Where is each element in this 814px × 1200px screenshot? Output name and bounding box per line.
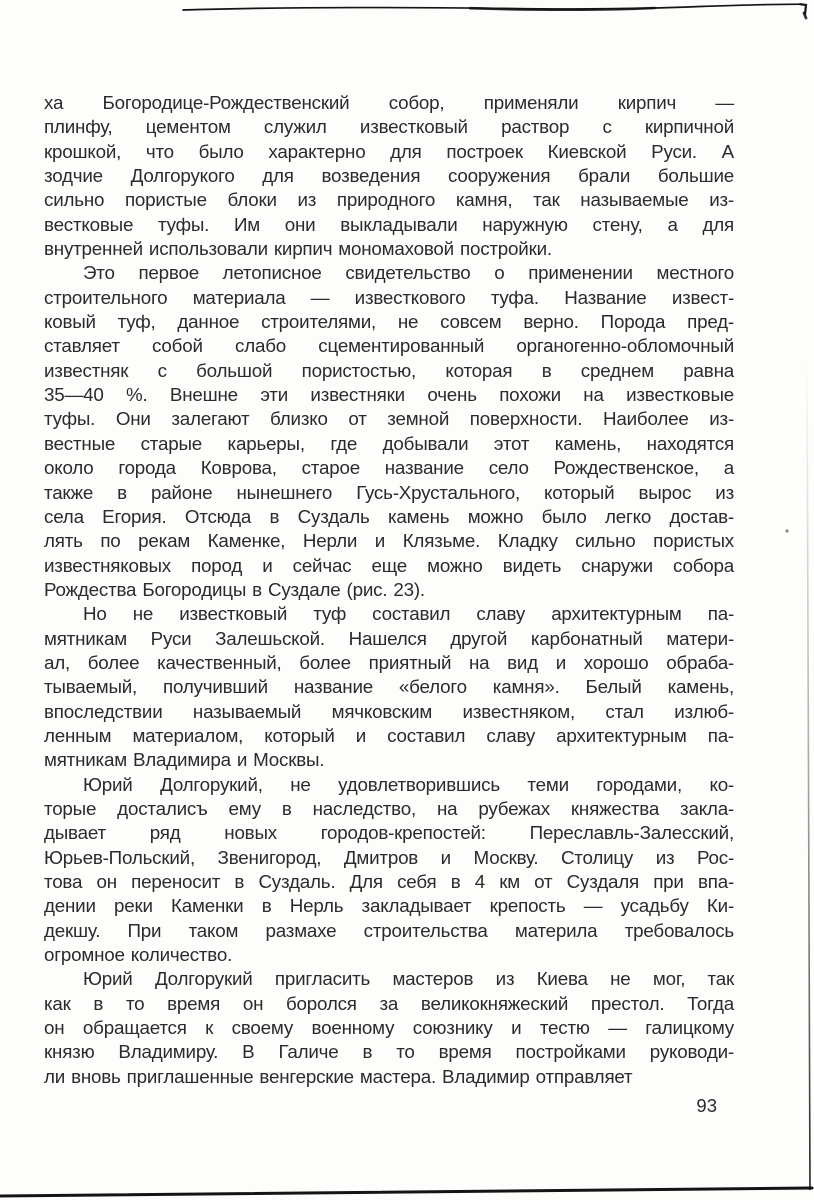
- paragraph: [44, 967, 734, 1089]
- text-line: Рождества Богородицы в Суздале (рис. 23).: [44, 578, 425, 600]
- text-line: вестные старые карьеры, где добывали этот камень, находятся: [44, 432, 734, 454]
- text-line: Юрий Долгорукий пригласить мастеров из Киева не мог, так: [83, 968, 734, 990]
- scan-bottom-edge-line: [0, 1188, 812, 1196]
- text-line: плинфу, цементом служил известковый раствор с кирпичной: [44, 116, 734, 138]
- text-line: декшу. При таком размахе строительства материла требовалось: [44, 919, 734, 941]
- text-line: ха Богородице-Рождественский собор, применяли кирпич —: [44, 92, 734, 113]
- scan-top-edge-line: [183, 4, 802, 10]
- paragraph: [44, 261, 734, 602]
- text-line: зодчие Долгорукого для возведения сооружения брали большие: [44, 165, 734, 187]
- scan-top-right-corner-mark: [800, 4, 806, 14]
- text-line: известняк с большой пористостью, которая в среднем равна: [44, 359, 734, 381]
- text-line: тываемый, получивший название «белого камня». Белый камень,: [44, 676, 734, 698]
- text-line: това он переносит в Суздаль. Для себя в 4 км от Суздаля при впа-: [44, 871, 734, 892]
- text-line: крошкой, что было характерно для построек Киевской Руси. А: [44, 140, 734, 162]
- text-line: Это первое летописное свидетельство о применении местного: [83, 262, 734, 284]
- text-line: ал, более качественный, более приятный на вид и хорошо обраба-: [44, 651, 734, 673]
- text-line: мятникам Владимира и Москвы.: [44, 749, 325, 771]
- text-line: около города Коврова, старое название село Рождественское, а: [44, 457, 734, 479]
- text-line: строительного материала — известкового туфа. Название извест-: [44, 286, 734, 308]
- text-line: Но не известковый туф составил славу архитектурным па-: [83, 603, 734, 625]
- text-line: ленным материалом, который и составил славу архитектурным па-: [44, 724, 734, 746]
- text-block: [44, 91, 734, 1089]
- text-line: как в то время он боролся за великокняжеский престол. Тогда: [44, 992, 734, 1014]
- text-line: князю Владимиру. В Галиче в то время постройками руководи-: [44, 1041, 734, 1063]
- page-number: 93: [696, 1095, 717, 1116]
- text-line: 35—40 %. Внешне эти известняки очень похожи на известковые: [44, 384, 734, 406]
- scan-speck: [785, 529, 788, 532]
- paragraph: [44, 91, 734, 261]
- text-line: дывает ряд новых городов-крепостей: Переславль-Залесский,: [44, 822, 734, 844]
- text-line: вестковые туфы. Им они выкладывали наружную стену, а для: [44, 213, 734, 235]
- paragraph: [44, 602, 734, 772]
- text-line: Юрьев-Польский, Звенигород, Дмитров и Москву. Столицу из Рос-: [44, 846, 734, 868]
- text-line: села Егория. Отсюда в Суздаль камень можно было легко достав-: [44, 505, 734, 527]
- text-line: торые досталисъ ему в наследство, на рубежах княжества закла-: [44, 797, 734, 819]
- text-line: мятникам Руси Залешьской. Нашелся другой карбонатный матери-: [44, 627, 734, 649]
- text-line: он обращается к своему военному союзнику и тестю — галицкому: [44, 1017, 734, 1039]
- text-line: огромное количество.: [44, 944, 233, 966]
- paragraph: [44, 773, 734, 968]
- scan-right-edge-line: [807, 360, 810, 1190]
- text-line: внутренней использовали кирпич мономаховой постройки.: [44, 238, 552, 260]
- text-line: ставляет собой слабо сцементированный органогенно-обломочный: [44, 335, 734, 357]
- scan-top-edge-thick-segment: [470, 8, 655, 10]
- scan-top-right-corner-tick: [804, 13, 806, 18]
- text-line: ковый туф, данное строителями, не совсем верно. Порода пред-: [44, 311, 734, 333]
- text-line: впоследствии называемый мячковским известняком, стал излюб-: [44, 700, 734, 722]
- text-line: известняковых пород и сейчас еще можно видеть снаружи собора: [44, 554, 734, 576]
- text-line: дении реки Каменки в Нерль закладывает крепость — усадьбу Ки-: [44, 895, 734, 917]
- text-line: также в районе нынешнего Гусь-Хрустального, который вырос из: [44, 481, 734, 503]
- text-line: туфы. Они залегают близко от земной поверхности. Наиболее из-: [44, 408, 734, 430]
- text-line: ли вновь приглашенные венгерские мастера. Владимир отправляет: [44, 1065, 633, 1087]
- text-line: Юрий Долгорукий, не удовлетворившись теми городами, ко-: [83, 773, 734, 795]
- text-line: сильно пористые блоки из природного камня, так называемые из-: [44, 189, 734, 211]
- text-line: лять по рекам Каменке, Нерли и Клязьме. Кладку сильно пористых: [44, 530, 734, 552]
